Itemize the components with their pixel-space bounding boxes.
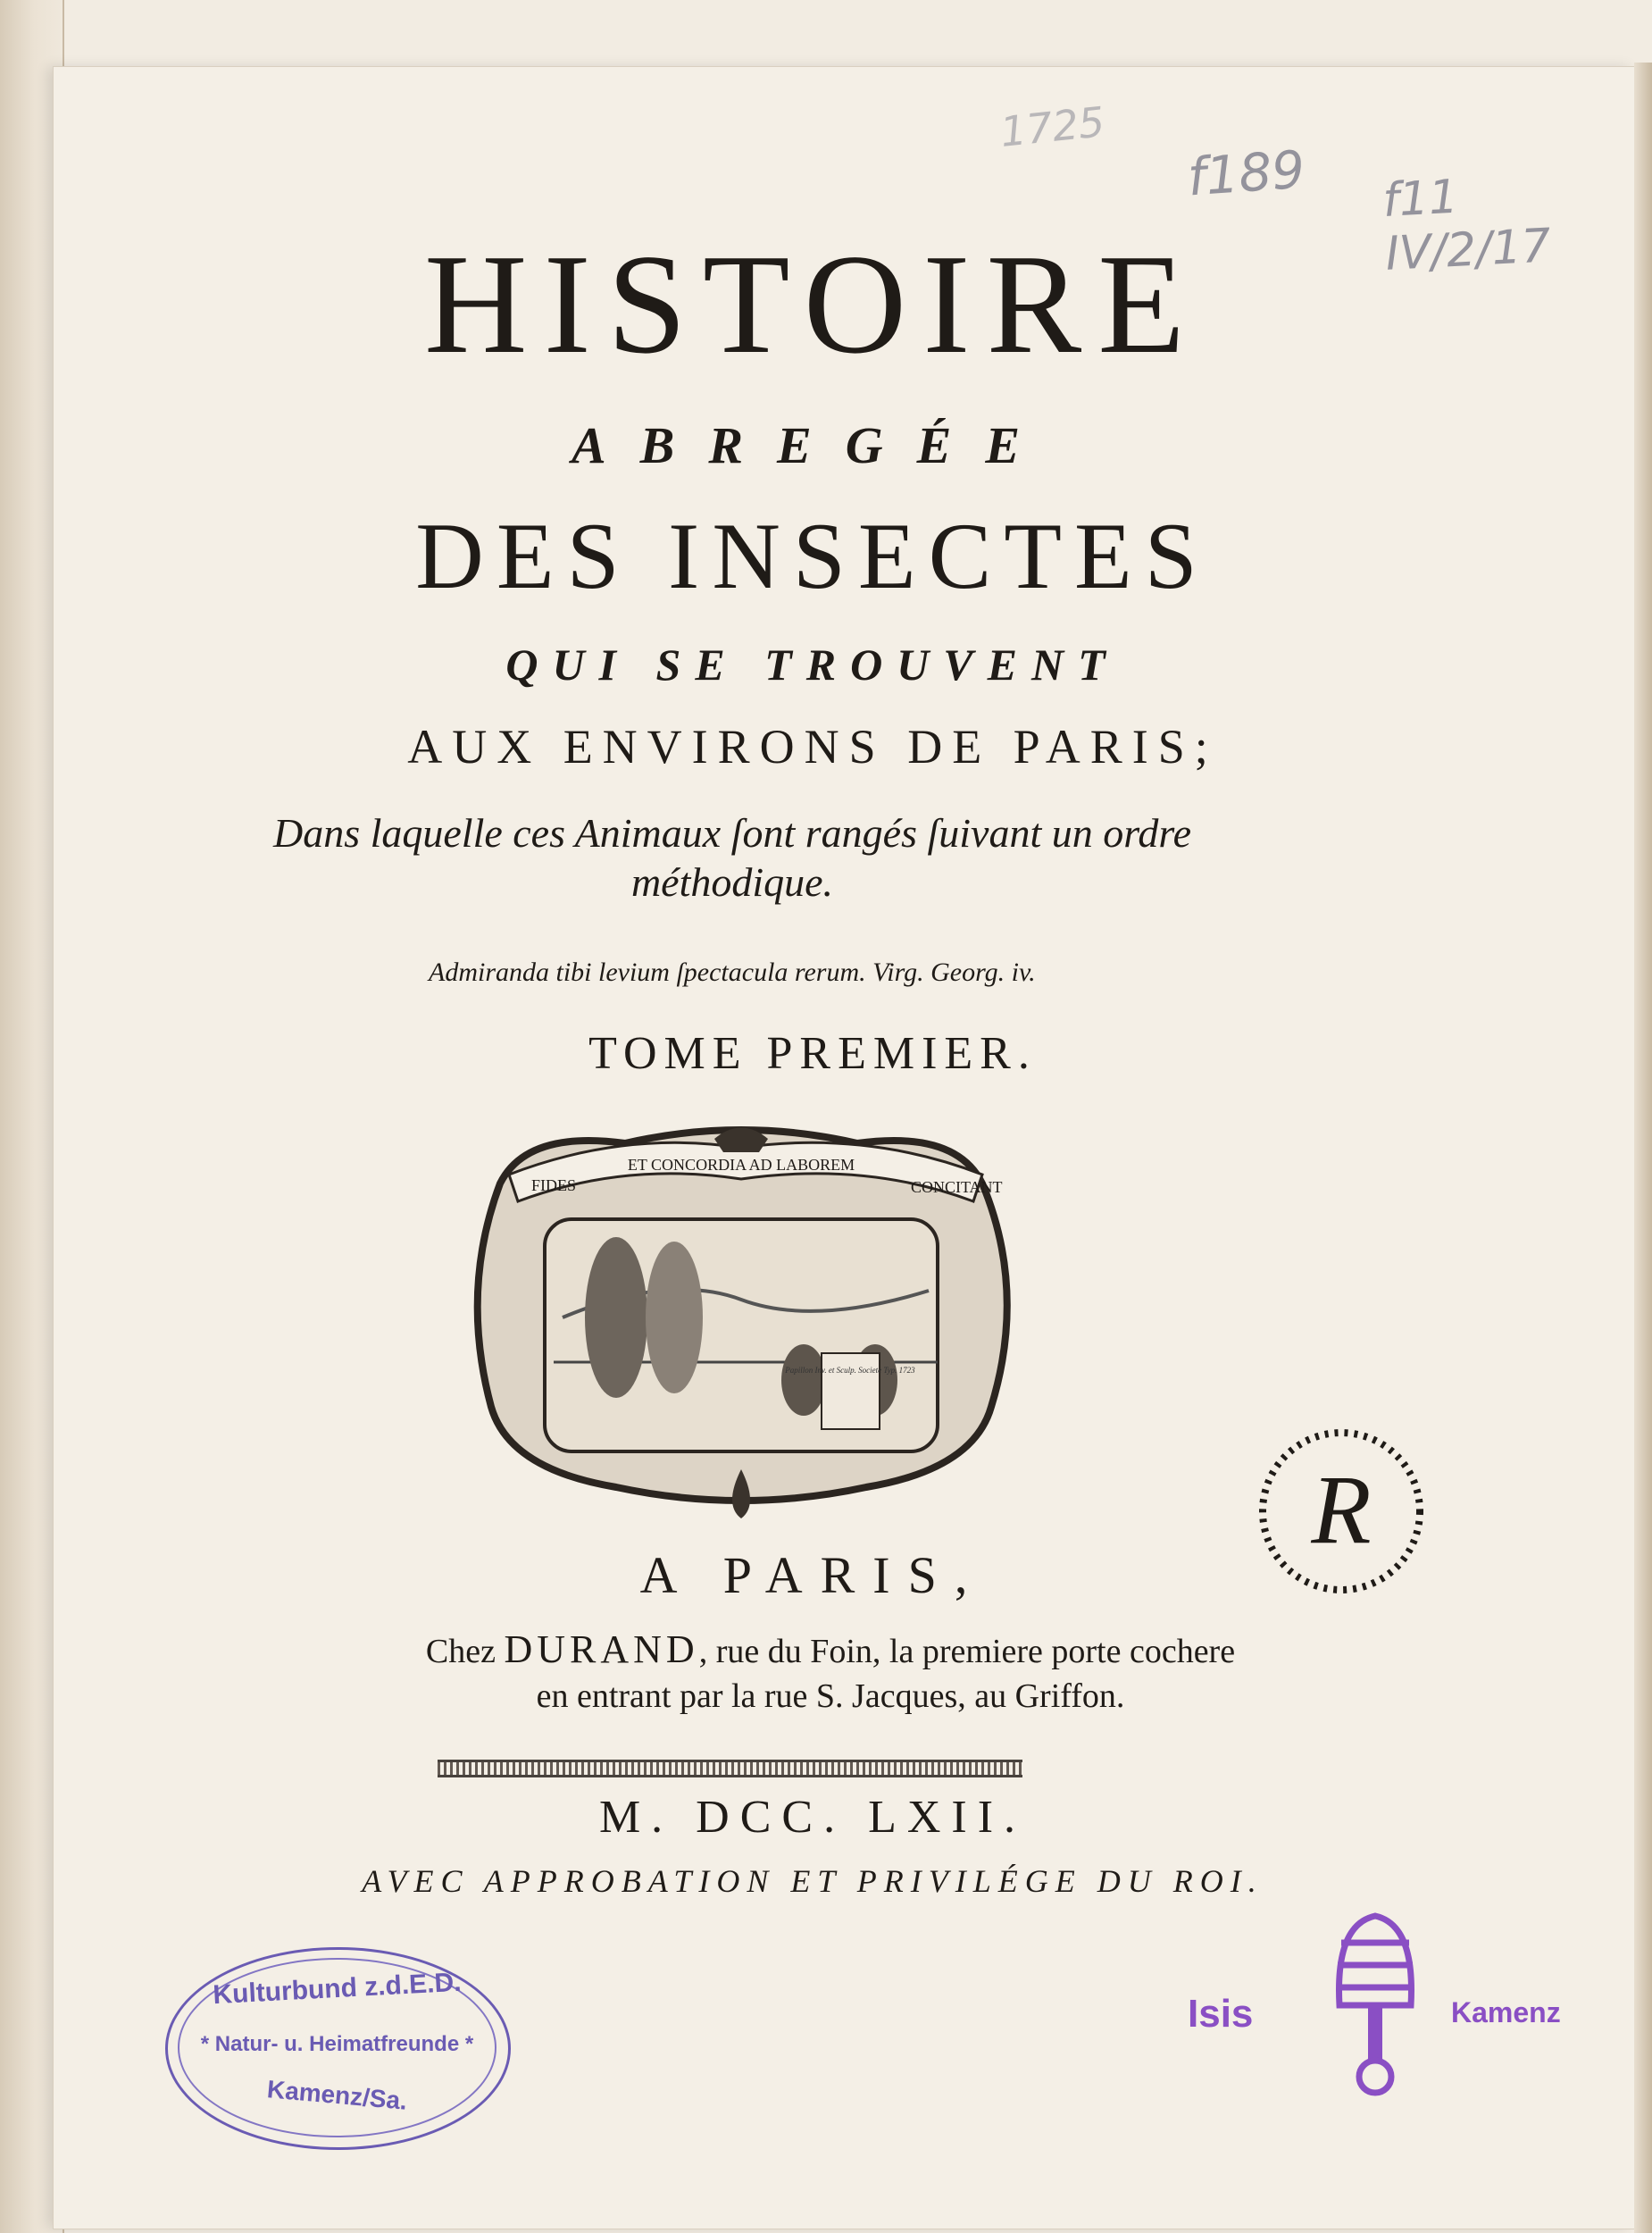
line-qui-se-trouvent: QUI SE TROUVENT	[505, 640, 1120, 690]
banner-top-text: ET CONCORDIA AD LABOREM	[627, 1156, 855, 1174]
vignette-caption: Papillon Inv. et Sculp. Societe Typ. 1723	[785, 1366, 915, 1375]
pencil-note-1: 1725	[997, 97, 1107, 156]
printers-vignette	[446, 1112, 1036, 1523]
ornamental-rule	[438, 1760, 1022, 1777]
pencil-note-2: f189	[1185, 138, 1307, 208]
kamenz-label: Kamenz	[1451, 1996, 1561, 2028]
isis-label: Isis	[1188, 1992, 1254, 2036]
publisher-chez: Chez	[425, 1633, 496, 1670]
approbation-line: AVEC APPROBATION ET PRIVILÉGE DU ROI.	[362, 1863, 1264, 1899]
figure-woman-1	[585, 1237, 647, 1398]
figure-cherub-1	[781, 1344, 826, 1416]
stamp-text-bottom: Kamenz/Sa.	[265, 2075, 409, 2115]
subtitle-abregee: ABREGÉE	[572, 416, 1054, 474]
publisher-address-1: , rue du Foin, la premiere porte cochere	[698, 1633, 1236, 1670]
epigraph-virgil: Admiranda tibi levium ſpectacula rerum. Virg. Georg. iv.	[429, 958, 1036, 987]
banner-right-text: CONCITANT	[911, 1178, 1003, 1196]
vignette-plaque	[822, 1353, 880, 1429]
imprint-city: A PARIS,	[639, 1546, 986, 1604]
isis-stamp	[1188, 1898, 1572, 2103]
publisher-address-2: en entrant par la rue S. Jacques, au Griffon.	[536, 1677, 1125, 1716]
banner-left-text: FIDES	[531, 1176, 577, 1194]
kulturbund-stamp	[165, 1947, 509, 2148]
line-aux-environs: AUX ENVIRONS DE PARIS;	[407, 720, 1218, 774]
stamp-text-mid: * Natur- u. Heimatfreunde *	[200, 2032, 474, 2056]
pencil-note-3: f11 IV/2/17	[1381, 170, 1553, 281]
imprint-publisher	[214, 1624, 1447, 1719]
title-des-insectes: DES INSECTES	[415, 504, 1210, 608]
stamp-text-top: Kulturbund z.d.E.D.	[212, 1967, 463, 2011]
page-edge-right	[1634, 63, 1652, 2233]
seal-monogram: R	[1311, 1455, 1372, 1564]
beehive-icon	[1322, 1898, 1429, 2103]
figure-woman-2	[646, 1242, 703, 1393]
description-text: Dans laquelle ces Animaux ſont rangés ſuivant un ordre méthodique.	[272, 810, 1192, 906]
title-histoire: HISTOIRE	[424, 224, 1201, 383]
publication-date: M. DCC. LXII.	[598, 1792, 1027, 1843]
tome-premier: TOME PREMIER.	[588, 1028, 1037, 1079]
publisher-name: DURAND	[504, 1627, 699, 1671]
